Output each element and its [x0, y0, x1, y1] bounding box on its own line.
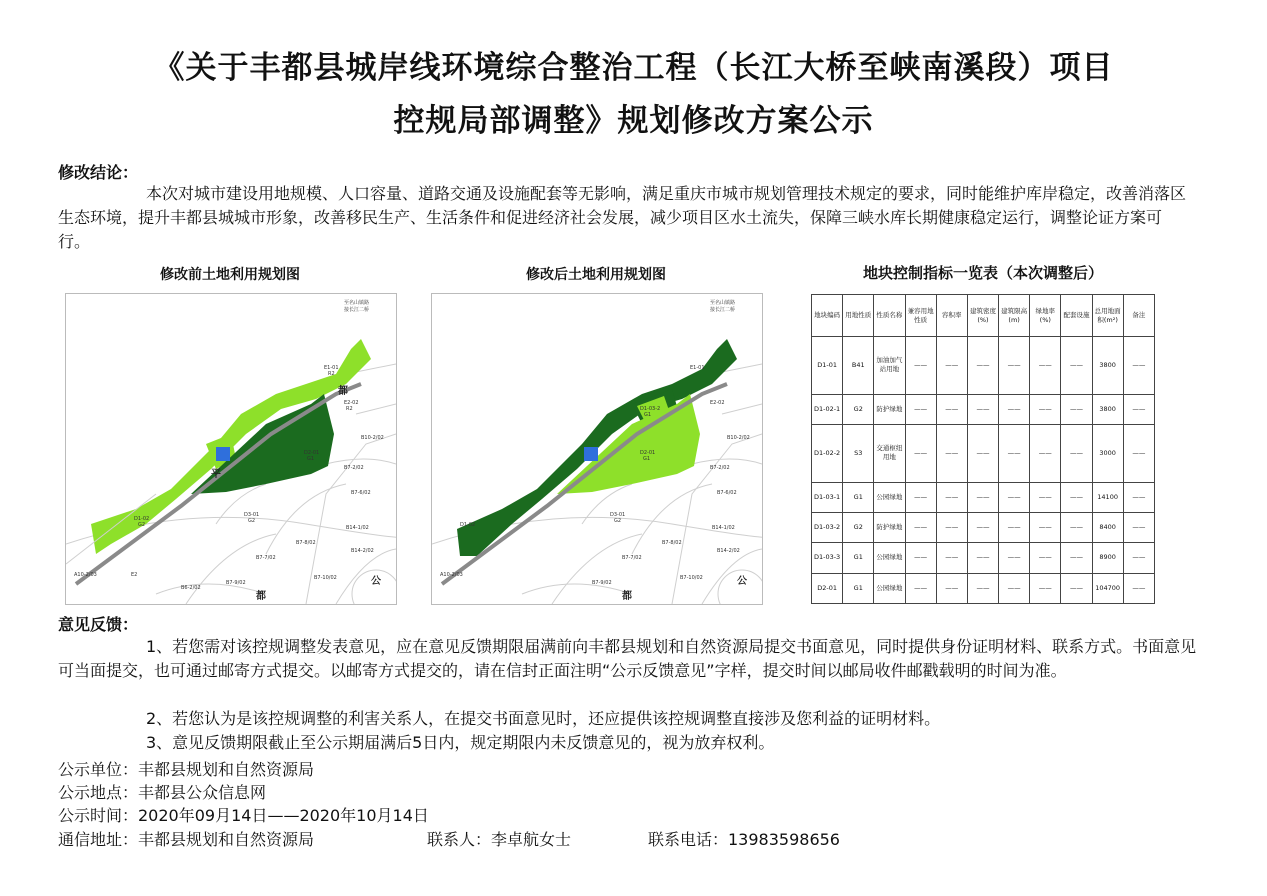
- svg-text:D2-01: D2-01: [640, 450, 656, 456]
- svg-text:B10-2/02: B10-2/02: [727, 435, 750, 441]
- table-cell: ——: [1030, 512, 1061, 542]
- table-cell: ——: [999, 482, 1030, 512]
- svg-text:公: 公: [737, 576, 747, 587]
- table-cell: ——: [1123, 394, 1154, 424]
- table-header-cell: 建筑密度(%): [967, 295, 998, 337]
- table-cell: ——: [905, 337, 936, 395]
- table-cell: ——: [967, 573, 998, 603]
- map-before-char-du: 都: [338, 386, 348, 397]
- table-cell: ——: [936, 543, 967, 573]
- table-header-cell: 用地性质: [843, 295, 874, 337]
- svg-text:B7-8/02: B7-8/02: [296, 540, 316, 546]
- table-cell: 防护绿地: [874, 512, 905, 542]
- table-cell: D1-03-3: [812, 543, 843, 573]
- svg-text:E1-01: E1-01: [690, 365, 705, 371]
- table-cell: G1: [843, 482, 874, 512]
- table-cell: ——: [967, 482, 998, 512]
- table-header-cell: 配套设施: [1061, 295, 1092, 337]
- svg-text:R2: R2: [346, 406, 353, 412]
- svg-text:B7-2/02: B7-2/02: [344, 465, 364, 471]
- table-cell: ——: [1123, 573, 1154, 603]
- table-cell: 8400: [1092, 512, 1123, 542]
- table-cell: S3: [843, 424, 874, 482]
- feedback-item-3: 3、意见反馈期限截止至公示期届满后5日内，规定期限内未反馈意见的，视为放弃权利。: [146, 733, 775, 752]
- map-before-note: 至名山镇路: [344, 300, 370, 306]
- svg-text:公: 公: [371, 576, 381, 587]
- svg-text:E1-01: E1-01: [324, 365, 339, 371]
- svg-text:接长江二桥: 接长江二桥: [344, 307, 370, 313]
- publish-time: 公示时间：2020年09月14日——2020年10月14日: [58, 806, 429, 825]
- table-header-cell: 总用地面积(m²): [1092, 295, 1123, 337]
- svg-text:B14-2/02: B14-2/02: [717, 548, 740, 554]
- svg-text:接长江二桥: 接长江二桥: [710, 307, 736, 313]
- table-cell: ——: [936, 394, 967, 424]
- table-header-cell: 兼容用地性质: [905, 295, 936, 337]
- table-cell: ——: [1123, 512, 1154, 542]
- table-cell: ——: [905, 573, 936, 603]
- table-cell: ——: [1030, 573, 1061, 603]
- svg-text:B7-7/02: B7-7/02: [256, 555, 276, 561]
- svg-text:B7-2/02: B7-2/02: [710, 465, 730, 471]
- table-cell: ——: [967, 543, 998, 573]
- contact-phone: 联系电话：13983598656: [648, 830, 840, 849]
- map-before-svg: [66, 294, 396, 604]
- svg-text:B7-9/02: B7-9/02: [592, 580, 612, 586]
- svg-text:G1: G1: [644, 412, 652, 418]
- table-row: [812, 424, 1155, 482]
- svg-text:B7-8/02: B7-8/02: [662, 540, 682, 546]
- table-header-cell: 绿地率(%): [1030, 295, 1061, 337]
- table-cell: ——: [1061, 394, 1092, 424]
- table-header-cell: 备注: [1123, 295, 1154, 337]
- table-cell: ——: [999, 512, 1030, 542]
- svg-text:D1-02: D1-02: [460, 522, 476, 528]
- svg-text:B7-9/02: B7-9/02: [226, 580, 246, 586]
- table-cell: ——: [999, 424, 1030, 482]
- table-cell: ——: [905, 394, 936, 424]
- map-after-title: 修改后土地利用规划图: [526, 267, 666, 283]
- table-cell: 公园绿地: [874, 482, 905, 512]
- conclusion-text: 本次对城市建设用地规模、人口容量、道路交通及设施配套等无影响，满足重庆市城市规划管理技术规定的要求，同时能维护库岸稳定，改善消落区生态环境，提升丰都县城城市形象，改善移民生产、生活条件和促进经济社会发展，减少项目区水土流失，保障三峡水库长期健康稳定运行，调整论证方案可行。: [58, 184, 1187, 251]
- table-cell: ——: [1061, 573, 1092, 603]
- table-cell: ——: [967, 424, 998, 482]
- table-row: [812, 573, 1155, 603]
- table-cell: 104700: [1092, 573, 1123, 603]
- page-title-line1: 《关于丰都县城岸线环境综合整治工程（长江大桥至峡南溪段）项目: [153, 50, 1114, 86]
- svg-text:B14-1/02: B14-1/02: [346, 525, 369, 531]
- table-cell: ——: [905, 512, 936, 542]
- table-cell: 8900: [1092, 543, 1123, 573]
- svg-text:B7-6/02: B7-6/02: [717, 490, 737, 496]
- svg-text:G2: G2: [138, 522, 146, 528]
- table-cell: ——: [936, 573, 967, 603]
- svg-text:B6-2/02: B6-2/02: [181, 585, 201, 591]
- table-cell: 3000: [1092, 424, 1123, 482]
- table-cell: ——: [905, 482, 936, 512]
- map-after-svg: [432, 294, 762, 604]
- table-cell: ——: [1061, 482, 1092, 512]
- table-cell: D2-01: [812, 573, 843, 603]
- map-before-title: 修改前土地利用规划图: [160, 267, 300, 283]
- svg-text:B7-6/02: B7-6/02: [351, 490, 371, 496]
- svg-text:G2: G2: [614, 518, 622, 524]
- table-cell: ——: [936, 424, 967, 482]
- table-cell: ——: [1061, 424, 1092, 482]
- table-row: [812, 543, 1155, 573]
- control-index-table: [811, 294, 1155, 604]
- page-title-line2: 控规局部调整》规划修改方案公示: [393, 103, 874, 139]
- table-cell: ——: [1123, 337, 1154, 395]
- table-cell: ——: [1030, 394, 1061, 424]
- svg-text:E2-02: E2-02: [710, 400, 725, 406]
- contact-person: 联系人：李卓航女士: [427, 830, 572, 849]
- table-cell: ——: [999, 543, 1030, 573]
- svg-text:G2: G2: [248, 518, 256, 524]
- svg-text:G1: G1: [643, 456, 651, 462]
- table-cell: ——: [936, 482, 967, 512]
- table-title: 地块控制指标一览表（本次调整后）: [862, 264, 1103, 282]
- svg-text:R2: R2: [328, 371, 335, 377]
- svg-text:至名山镇路: 至名山镇路: [710, 300, 736, 306]
- table-cell: ——: [999, 394, 1030, 424]
- map-before-char-ping: 平: [211, 469, 221, 480]
- svg-text:B14-2/02: B14-2/02: [351, 548, 374, 554]
- map-before: [65, 293, 397, 605]
- table-header-cell: 性质名称: [874, 295, 905, 337]
- table-cell: ——: [1061, 543, 1092, 573]
- table-cell: ——: [999, 337, 1030, 395]
- publish-place: 公示地点：丰都县公众信息网: [58, 783, 267, 802]
- svg-text:D1-02: D1-02: [134, 516, 150, 522]
- svg-text:D3-01: D3-01: [244, 512, 260, 518]
- contact-address: 通信地址：丰都县规划和自然资源局: [58, 830, 315, 849]
- conclusion-heading: 修改结论：: [58, 163, 139, 182]
- table-cell: 防护绿地: [874, 394, 905, 424]
- svg-text:G1: G1: [307, 456, 315, 462]
- svg-text:E2-02: E2-02: [344, 400, 359, 406]
- table-cell: ——: [1030, 337, 1061, 395]
- svg-text:都: 都: [256, 591, 266, 602]
- table-cell: ——: [1061, 337, 1092, 395]
- map-before-park-label: D2-01: [304, 450, 320, 456]
- table-cell: D1-02-1: [812, 394, 843, 424]
- table-cell: G2: [843, 394, 874, 424]
- svg-text:B10-2/02: B10-2/02: [361, 435, 384, 441]
- svg-text:B14-1/02: B14-1/02: [712, 525, 735, 531]
- table-row: [812, 512, 1155, 542]
- table-cell: ——: [1030, 482, 1061, 512]
- table-cell: 公园绿地: [874, 543, 905, 573]
- svg-text:A10-2/03: A10-2/03: [440, 572, 463, 578]
- svg-text:D1-03-2: D1-03-2: [640, 406, 661, 412]
- table-cell: 3800: [1092, 337, 1123, 395]
- svg-text:B7-10/02: B7-10/02: [680, 575, 703, 581]
- svg-text:E2: E2: [131, 572, 138, 578]
- table-cell: G1: [843, 543, 874, 573]
- feedback-heading: 意见反馈：: [58, 615, 139, 634]
- table-row: [812, 337, 1155, 395]
- table-cell: ——: [1030, 424, 1061, 482]
- table-cell: D1-03-1: [812, 482, 843, 512]
- table-cell: D1-01: [812, 337, 843, 395]
- table-cell: ——: [1123, 424, 1154, 482]
- table-cell: ——: [967, 394, 998, 424]
- table-cell: ——: [1030, 543, 1061, 573]
- table-cell: ——: [936, 512, 967, 542]
- svg-text:B7-10/02: B7-10/02: [314, 575, 337, 581]
- table-cell: 公园绿地: [874, 573, 905, 603]
- table-row: [812, 482, 1155, 512]
- table-cell: ——: [905, 543, 936, 573]
- table-cell: ——: [936, 337, 967, 395]
- table-cell: D1-02-2: [812, 424, 843, 482]
- table-header-cell: 建筑限高(m): [999, 295, 1030, 337]
- svg-text:A10-2/03: A10-2/03: [74, 572, 97, 578]
- table-cell: G1: [843, 573, 874, 603]
- table-cell: D1-03-2: [812, 512, 843, 542]
- table-header-cell: 容积率: [936, 295, 967, 337]
- table-cell: ——: [999, 573, 1030, 603]
- svg-text:D3-01: D3-01: [610, 512, 626, 518]
- table-header-row: [812, 295, 1155, 337]
- table-row: [812, 394, 1155, 424]
- table-cell: 14100: [1092, 482, 1123, 512]
- table-cell: ——: [1061, 512, 1092, 542]
- table-cell: 3800: [1092, 394, 1123, 424]
- svg-text:都: 都: [622, 591, 632, 602]
- table-cell: ——: [1123, 482, 1154, 512]
- table-cell: G2: [843, 512, 874, 542]
- map-after: [431, 293, 763, 605]
- table-cell: ——: [967, 337, 998, 395]
- table-cell: 交通枢纽用地: [874, 424, 905, 482]
- publish-unit: 公示单位：丰都县规划和自然资源局: [58, 760, 315, 779]
- svg-text:B7-7/02: B7-7/02: [622, 555, 642, 561]
- table-header-cell: 地块编码: [812, 295, 843, 337]
- table-cell: ——: [967, 512, 998, 542]
- feedback-item-2: 2、若您认为是该控规调整的利害关系人，在提交书面意见时，还应提供该控规调整直接涉及您利益的证明材料。: [146, 709, 941, 728]
- table-cell: ——: [1123, 543, 1154, 573]
- feedback-item-1: 1、若您需对该控规调整发表意见，应在意见反馈期限届满前向丰都县规划和自然资源局提交书面意见，同时提供身份证明材料、联系方式。书面意见可当面提交，也可通过邮寄方式提交。以邮寄方式提交的，请在信封正面注明“公示反馈意见”字样，提交时间以邮局收件邮戳载明的时间为准。: [58, 637, 1197, 680]
- table-cell: ——: [905, 424, 936, 482]
- table-cell: 加油加气站用地: [874, 337, 905, 395]
- table-cell: B41: [843, 337, 874, 395]
